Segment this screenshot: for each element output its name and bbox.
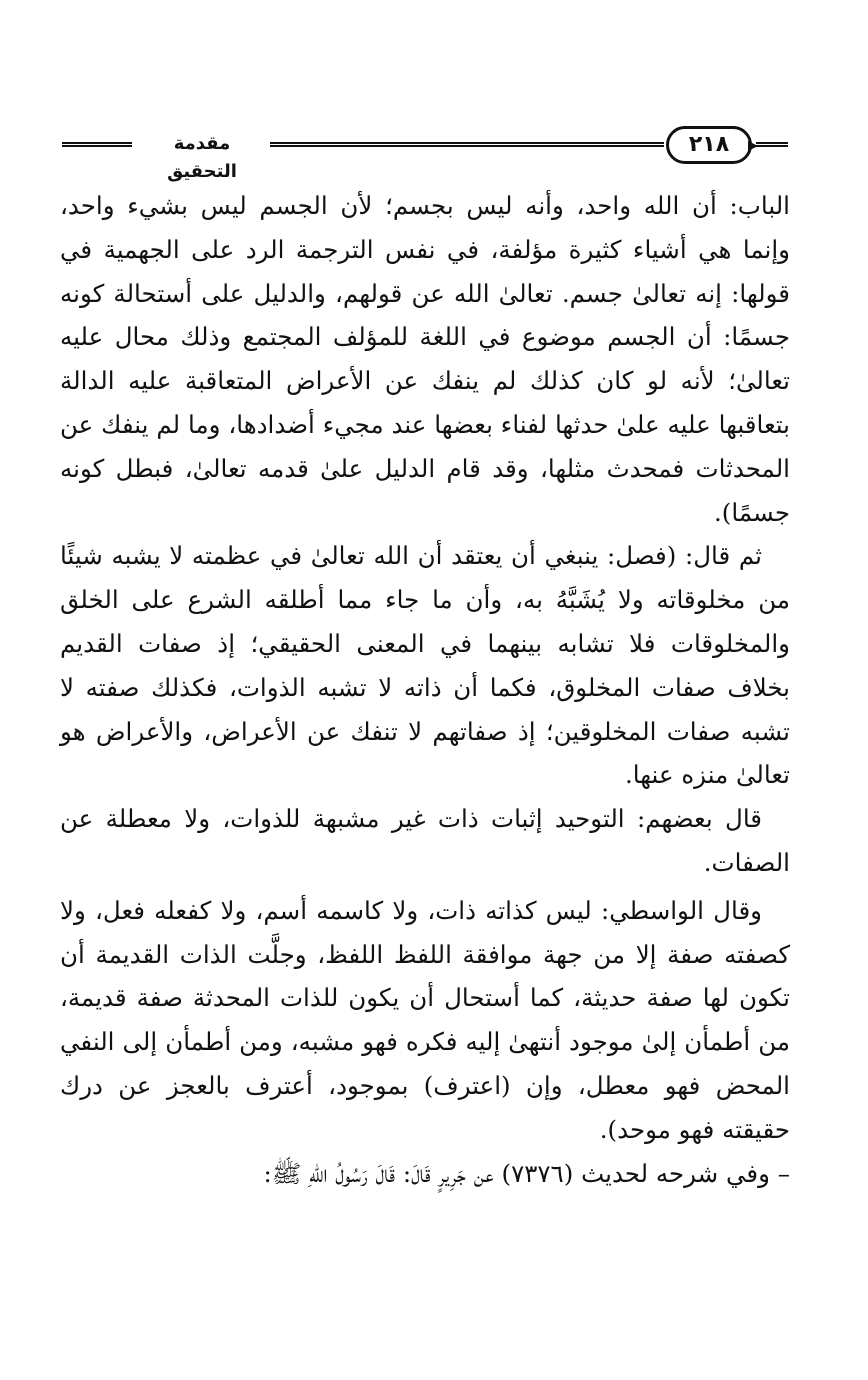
paragraph: قال بعضهم: التوحيد إثبات ذات غير مشبهة للذوات، ولا معطلة عن الصفات. (60, 804, 790, 877)
paragraph: – وفي شرحه لحديث (٧٣٧٦) عن جَرِيرٍ قَالَ: قَالَ رَسُولُ اللهِ ﷺ: (263, 1158, 790, 1188)
running-title: مقدمة التحقيق (167, 133, 237, 182)
page-number: ٢١٨ (666, 126, 752, 164)
header-rule-left (62, 142, 132, 147)
paragraph: وقال الواسطي: ليس كذاته ذات، ولا كاسمه أسم، ولا كفعله فعل، ولا كصفته صفة إلا من جهة موافقة اللفظ اللفظ، وجلَّت الذات القديمة أن تكون لها صفة حديثة، كما أستحال أن يكون للذات المحدثة صفة قديمة، من أطمأن إلىٰ موجود أنتهىٰ إليه فكره فهو مشبه، ومن أطمأن إلى النفي المحض فهو معطل، وإن (اعترف) بموجود، أعترف بالعجز عن درك حقيقته فهو موحد). (60, 895, 790, 1144)
header-rule-middle (270, 142, 664, 147)
running-header (62, 124, 788, 182)
body-text (60, 184, 790, 1195)
header-rule-right (756, 142, 788, 147)
paragraph: ثم قال: (فصل: ينبغي أن يعتقد أن الله تعالىٰ في عظمته لا يشبه شيئًا من مخلوقاته ولا يُشَبَّهُ به، وأن ما جاء مما أطلقه الشرع على الخلق والمخلوقات فلا تشابه بينهما في المعنى الحقيقي؛ إذ صفات القديم بخلاف صفات المخلوق، فكما أن ذاته لا تشبه الذوات، فكذلك صفته لا تشبه صفات المخلوقين؛ إذ صفاتهم لا تنفك عن الأعراض، والأعراض هو تعالىٰ منزه عنها. (60, 541, 790, 790)
paragraph: الباب: أن الله واحد، وأنه ليس بجسم؛ لأن الجسم ليس بشيء واحد، وإنما هي أشياء كثيرة مؤلفة، في نفس الترجمة الرد على الجهمية في قولها: إنه تعالىٰ جسم. تعالىٰ الله عن قولهم، والدليل على أستحالة كونه جسمًا: أن الجسم موضوع في اللغة للمؤلف المجتمع وذلك محال عليه تعالىٰ؛ لأنه لو كان كذلك لم ينفك عن الأعراض المتعاقبة عليه الدالة بتعاقبها عليه علىٰ حدثها لفناء بعضها عند مجيء أضدادها، وما لم ينفك عن المحدثات فمحدث مثلها، وقد قام الدليل علىٰ قدمه تعالىٰ، فبطل كونه جسمًا). (60, 191, 790, 527)
